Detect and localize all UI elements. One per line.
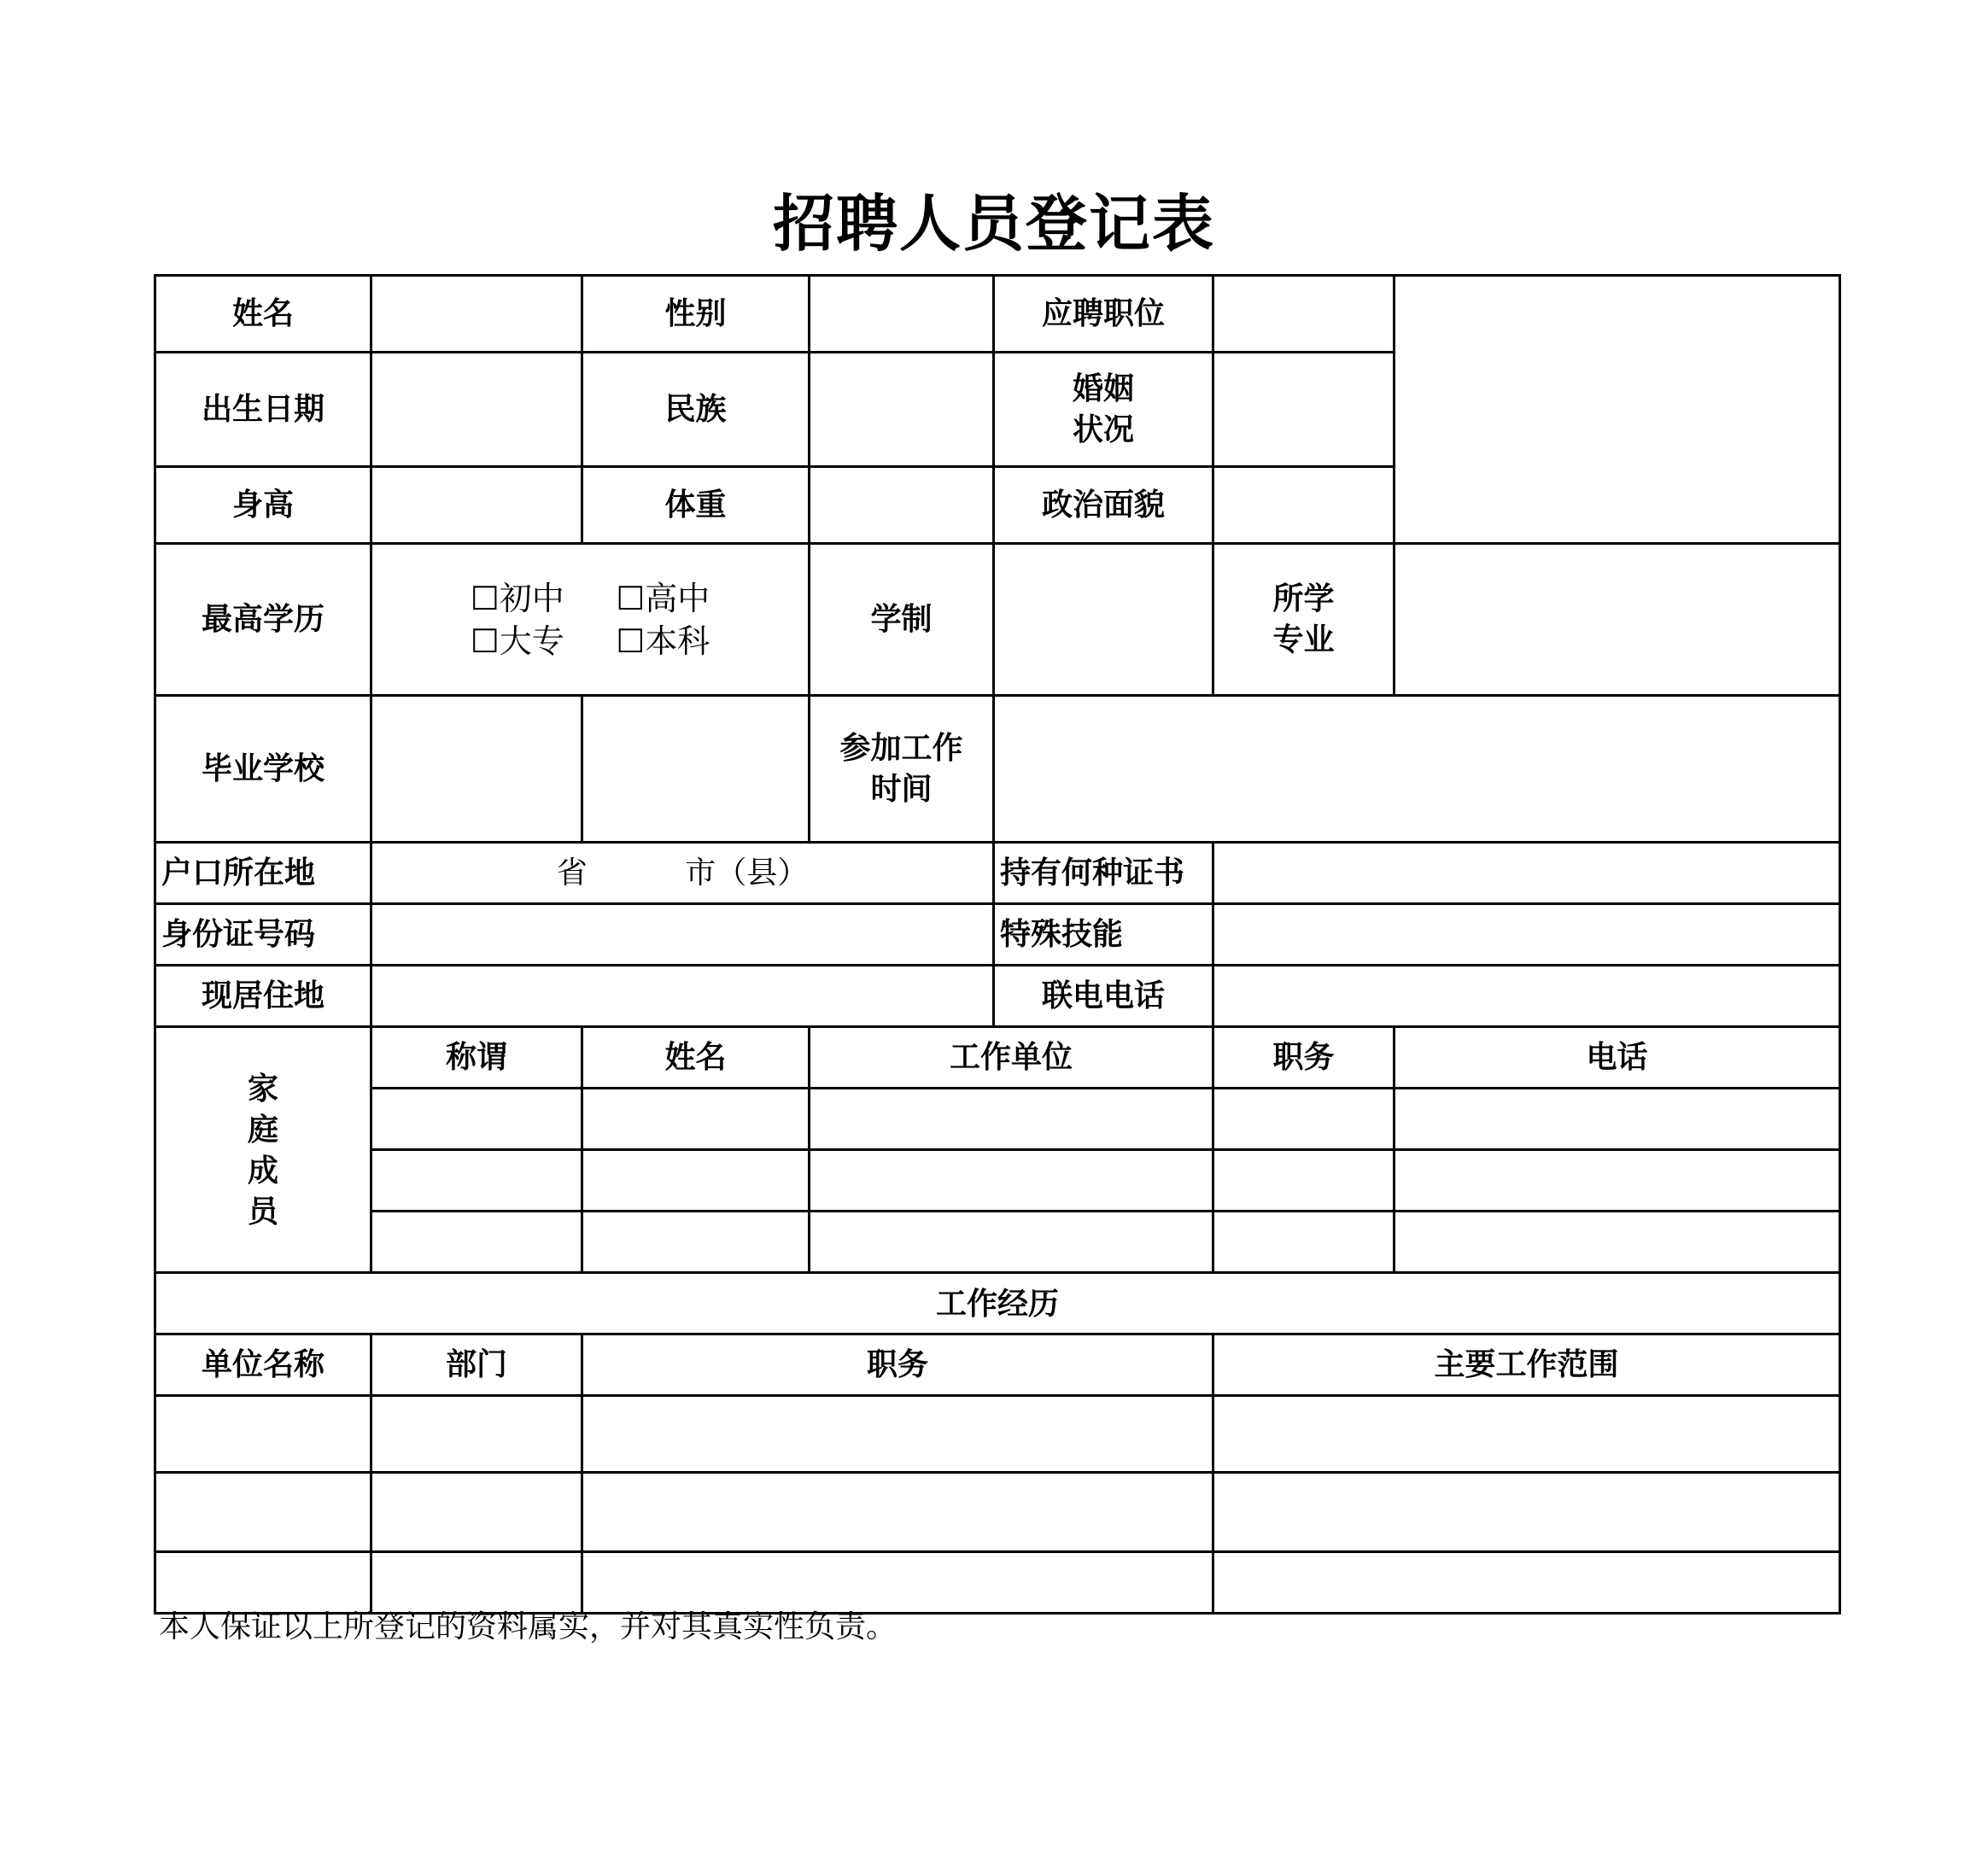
work-position-cell[interactable]	[582, 1396, 1213, 1473]
work-row	[155, 1552, 1840, 1614]
work-header-scope: 主要工作范围	[1213, 1334, 1840, 1396]
family-phone-cell[interactable]	[1395, 1212, 1840, 1273]
label-ethnicity: 民族	[582, 353, 810, 467]
work-start-line2: 时间	[870, 771, 933, 807]
name-field[interactable]	[371, 276, 582, 353]
label-special-skills: 特殊技能	[994, 904, 1213, 966]
family-duty-cell[interactable]	[1213, 1150, 1395, 1212]
label-gender: 性别	[582, 276, 810, 353]
work-start-field[interactable]	[994, 696, 1840, 843]
label-political-status: 政治面貌	[994, 467, 1213, 544]
family-header-phone: 电话	[1395, 1027, 1840, 1089]
work-start-line1: 参加工作	[839, 730, 963, 766]
work-header-position: 职务	[582, 1334, 1213, 1396]
political-status-field[interactable]	[1213, 467, 1395, 544]
label-hukou: 户口所在地	[155, 843, 371, 904]
family-name-cell[interactable]	[582, 1212, 810, 1273]
work-company-cell[interactable]	[155, 1552, 371, 1614]
label-schooling-length: 学制	[810, 544, 994, 696]
label-graduated-school: 毕业学校	[155, 696, 371, 843]
family-header-name: 姓名	[582, 1027, 810, 1089]
work-company-cell[interactable]	[155, 1473, 371, 1552]
education-options-row1[interactable]: ☐初中 ☐高中	[470, 579, 710, 617]
schooling-length-field[interactable]	[994, 544, 1213, 696]
label-weight: 体重	[582, 467, 810, 544]
work-position-cell[interactable]	[582, 1552, 1213, 1614]
graduated-school-field[interactable]	[371, 696, 582, 843]
birth-date-field[interactable]	[371, 353, 582, 467]
family-name-cell[interactable]	[582, 1089, 810, 1150]
family-employer-cell[interactable]	[810, 1089, 1213, 1150]
work-department-cell[interactable]	[371, 1552, 582, 1614]
work-department-cell[interactable]	[371, 1473, 582, 1552]
education-options[interactable]	[371, 544, 810, 696]
family-label-char-3: 成	[247, 1152, 278, 1188]
current-address-field[interactable]	[371, 966, 994, 1027]
family-relation-cell[interactable]	[371, 1150, 582, 1212]
work-row	[155, 1473, 1840, 1552]
work-scope-cell[interactable]	[1213, 1396, 1840, 1473]
work-header-department: 部门	[371, 1334, 582, 1396]
education-options-row2[interactable]: ☐大专 ☐本科	[470, 622, 710, 660]
hukou-field[interactable]: 省 市（县）	[371, 843, 994, 904]
family-phone-cell[interactable]	[1395, 1150, 1840, 1212]
label-id-number: 身份证号码	[155, 904, 371, 966]
major-field[interactable]	[1395, 544, 1840, 696]
family-label-char-1: 家	[247, 1070, 278, 1107]
certificates-field[interactable]	[1213, 843, 1840, 904]
special-skills-field[interactable]	[1213, 904, 1840, 966]
marital-line1: 婚姻	[1072, 371, 1134, 406]
position-field[interactable]	[1213, 276, 1395, 353]
family-members-label	[155, 1027, 371, 1273]
family-row	[155, 1150, 1840, 1212]
family-header-employer: 工作单位	[810, 1027, 1213, 1089]
family-label-char-2: 庭	[247, 1111, 278, 1147]
family-employer-cell[interactable]	[810, 1150, 1213, 1212]
major-line2: 专业	[1272, 622, 1335, 657]
label-work-start	[810, 696, 994, 843]
marital-status-field[interactable]	[1213, 353, 1395, 467]
family-duty-cell[interactable]	[1213, 1089, 1395, 1150]
weight-field[interactable]	[810, 467, 994, 544]
label-birth-date: 出生日期	[155, 353, 371, 467]
form-title: 招聘人员登记表	[772, 187, 1215, 260]
registration-form	[154, 274, 1841, 1615]
family-name-cell[interactable]	[582, 1150, 810, 1212]
work-scope-cell[interactable]	[1213, 1473, 1840, 1552]
family-label-char-4: 员	[247, 1193, 278, 1229]
ethnicity-field[interactable]	[810, 353, 994, 467]
work-department-cell[interactable]	[371, 1396, 582, 1473]
graduated-school-extra-field[interactable]	[582, 696, 810, 843]
family-phone-cell[interactable]	[1395, 1089, 1840, 1150]
declaration-footer: 本人保证以上所登记的资料属实，并对其真实性负责。	[159, 1609, 898, 1644]
label-marital-status	[994, 353, 1213, 467]
family-header-relation: 称谓	[371, 1027, 582, 1089]
family-employer-cell[interactable]	[810, 1212, 1213, 1273]
label-current-address: 现居住地	[155, 966, 371, 1027]
height-field[interactable]	[371, 467, 582, 544]
major-line1: 所学	[1272, 581, 1335, 616]
family-relation-cell[interactable]	[371, 1212, 582, 1273]
family-relation-cell[interactable]	[371, 1089, 582, 1150]
label-highest-education: 最高学历	[155, 544, 371, 696]
label-certificates: 持有何种证书	[994, 843, 1213, 904]
label-name: 姓名	[155, 276, 371, 353]
work-scope-cell[interactable]	[1213, 1552, 1840, 1614]
gender-field[interactable]	[810, 276, 994, 353]
label-height: 身高	[155, 467, 371, 544]
photo-box[interactable]	[1395, 276, 1840, 544]
family-row	[155, 1212, 1840, 1273]
family-header-duty: 职务	[1213, 1027, 1395, 1089]
id-number-field[interactable]	[371, 904, 994, 966]
contact-phone-field[interactable]	[1213, 966, 1840, 1027]
work-row	[155, 1396, 1840, 1473]
marital-line2: 状况	[1072, 412, 1134, 447]
family-duty-cell[interactable]	[1213, 1212, 1395, 1273]
work-history-title: 工作经历	[155, 1273, 1840, 1334]
work-header-company: 单位名称	[155, 1334, 371, 1396]
label-major	[1213, 544, 1395, 696]
work-position-cell[interactable]	[582, 1473, 1213, 1552]
work-company-cell[interactable]	[155, 1396, 371, 1473]
family-row	[155, 1089, 1840, 1150]
label-contact-phone: 联电电话	[994, 966, 1213, 1027]
label-position: 应聘职位	[994, 276, 1213, 353]
